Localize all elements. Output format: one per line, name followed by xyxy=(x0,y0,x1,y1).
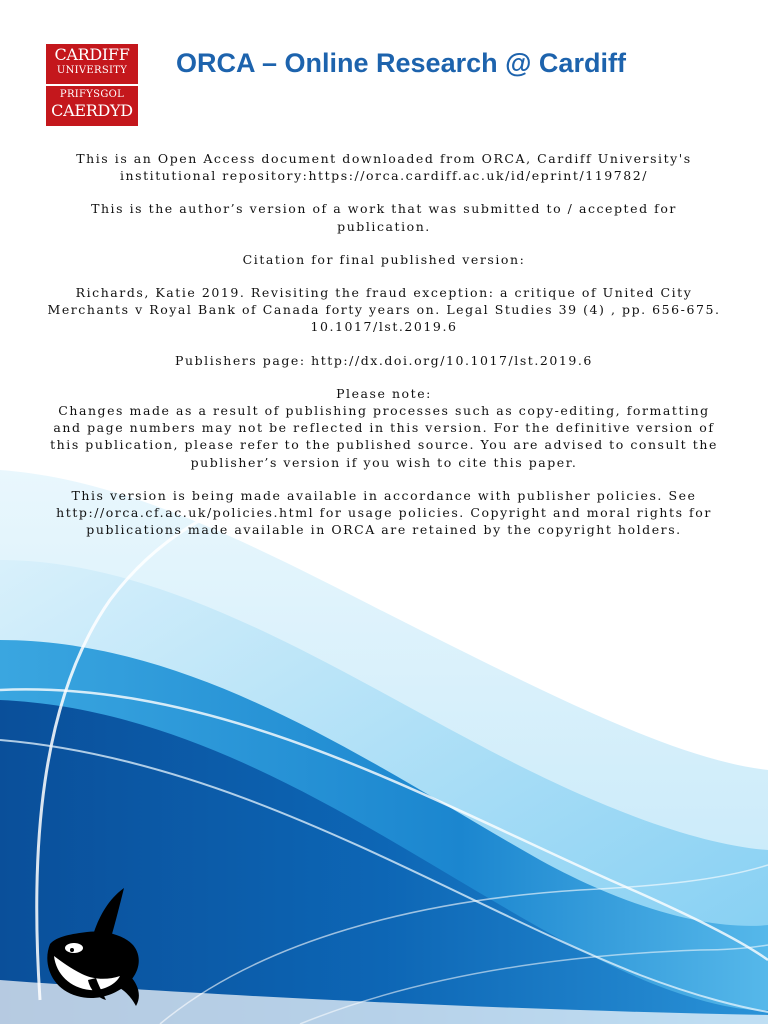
page-title: ORCA – Online Research @ Cardiff xyxy=(176,48,626,78)
author-version-notice: This is the author’s version of a work that was submitted to / accepted for publication. xyxy=(91,201,677,234)
logo-line-caerdydd: CAERDYD xyxy=(51,101,133,120)
logo-bottom-box xyxy=(46,86,138,126)
logo-line-cardiff: CARDIFF xyxy=(54,45,130,64)
citation-heading: Citation for final published version: xyxy=(242,251,526,267)
citation-text: Richards, Katie 2019. Revisiting the fraud exception: a critique of United City Merchants v Royal Bank of Canada forty years on. Legal Studies 39 (4) , pp. 656-675. 10.1017/lst.2019.6 xyxy=(47,285,721,335)
policy-notice: This version is being made available in accordance with publisher policies. See http://orca.cf.ac.uk/policies.html for usage policies. Copyright and moral rights for publications made available in ORCA are retained by the copyright holders. xyxy=(56,487,712,538)
logo-line-university: UNIVERSITY xyxy=(56,65,128,76)
orca-whale-icon xyxy=(32,884,152,1008)
publishers-page: Publishers page: http://dx.doi.org/10.1017/lst.2019.6 xyxy=(175,352,593,368)
please-note: Please note: Changes made as a result of publishing processes such as copy-editing, formatting and page numbers may not be reflected in this version. For the definitive version of this publication, please refer to the published source. You are advised to consult the publisher’s version if you wish to cite this paper. xyxy=(50,385,718,470)
open-access-notice: This is an Open Access document downloaded from ORCA, Cardiff University's institutional repository:https://orca.cardiff.ac.uk/id/eprint/119782/ xyxy=(76,151,692,184)
cardiff-university-logo xyxy=(46,44,138,126)
logo-top-box xyxy=(46,44,138,84)
cover-text xyxy=(40,150,728,554)
logo-line-prifysgol: PRIFYSGOL xyxy=(59,89,125,100)
